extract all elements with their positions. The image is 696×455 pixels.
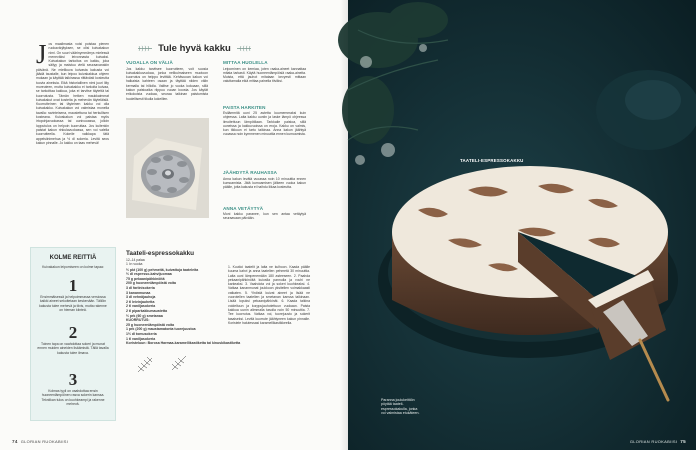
heading-paista: PAISTA HARKITEN bbox=[223, 104, 266, 110]
ingredient-item: 200 g huoneenlämpöistä voita bbox=[126, 281, 176, 286]
tips-box-title: KOLME REITTIÄ bbox=[49, 255, 97, 261]
gutter-shadow bbox=[340, 0, 348, 450]
page-title: Tule hyvä kakku bbox=[158, 42, 231, 54]
tips-list-item bbox=[37, 372, 109, 415]
ingredient-item: 2 tl vaniljasokeria bbox=[126, 304, 156, 309]
tip-text: Ensimmäisessä ja helpoimmassa versiossa kaikki aineet sekoitetaan keskenään. Tällöin kakusta tulee mehevä ja tiivis, mutta rakenne on hieman kiinteä. bbox=[39, 295, 107, 312]
tip-number: 3 bbox=[68, 370, 78, 389]
recipe-yield: 12–14 palaa bbox=[126, 258, 145, 262]
pine-branches-icon bbox=[134, 352, 194, 374]
heading-vuoalla: VUOALLA ON VÄLIÄ bbox=[126, 60, 173, 65]
ingredient-list bbox=[126, 267, 241, 346]
heading-jaahdyta: JÄÄHDYTÄ RAUHASSA bbox=[223, 170, 278, 175]
ingredient-item: 3 dl fariinisokeria bbox=[126, 285, 155, 290]
pine-sprig-icon bbox=[236, 45, 252, 52]
photo-label: TAATELI-ESPRESSOKAKKU bbox=[460, 158, 524, 163]
title-row bbox=[112, 42, 277, 54]
ingredient-item: 2 tl leivinjauhetta bbox=[126, 299, 155, 304]
ingredient-item: 1 tl vaniljasokeria bbox=[126, 336, 156, 341]
page-number-right: 75 bbox=[680, 439, 686, 444]
text-mittaa: Leipominen on kemiaa, joten raaka-aineet kannattaa mitata tarkasti. Käytä huoneenlämpöisiä raaka-aineita. Muista, että jauhot mitataan kevyesti mittaan valuttamalla eikä mittaa painella tiiviiksi. bbox=[223, 66, 306, 84]
ingredient-item: Koristeluun: Borosa Harmaa-karamellikastiketta tai kinuskikastiketta bbox=[126, 341, 241, 346]
recipe-mold: 1 l:n vuoka bbox=[126, 262, 143, 267]
tip-text: Toinen tapa on vaahdottaa sokeri ja munat ennen muiden aineiden lisäämistä. Tällä tavalla kakusta tulee ilmava. bbox=[37, 342, 109, 355]
ingredient-item: 1½ dl tomusokeria bbox=[126, 331, 157, 336]
intro-column bbox=[36, 39, 109, 234]
text-jaahdyta: Anna kakun levätä vuoassa noin 10 minuuttia ennen kumoamista. Jätä kumoamisen jälkeen vuoka kakun päälle, jotta kakusta ei haihdu liikaa kosteutta. bbox=[223, 176, 306, 190]
left-folio bbox=[12, 439, 68, 444]
tip-number: 1 bbox=[68, 276, 78, 295]
dropcap-letter: J bbox=[36, 39, 47, 69]
section-name-right: GLORIAN RUOKABIISI bbox=[629, 439, 678, 444]
tips-list bbox=[37, 278, 109, 415]
ingredient-item: 75 g pekaanipähkinöitä bbox=[126, 276, 165, 281]
tips-list-item bbox=[37, 325, 109, 368]
text-anna: Moni kakku paranee, kun sen antaa vetäytyä seuraavaan päivään. bbox=[223, 212, 306, 221]
recipe-title: Taateli-espressokakku bbox=[126, 250, 195, 257]
recipe-ingredients-column bbox=[126, 250, 241, 379]
left-page bbox=[0, 0, 348, 450]
recipe-steps: 1. Kuutioi taatelit ja laita ne kulhoon. Kaada päälle kuuma kahvi ja anna taatelien pehmetä 30 minuuttia. Laita uuni lämpenemään 180 asteeseen. 2. Paahda pekaanipähkinöitä kuivalla pannulla ja rouhi ne karkeaksi. 3. Vaahdota voi ja sokeri kuohkeaksi. 4. Vatkaa kananmunat joukkoon yksitellen voimakkaasti vatkaten. 5. Yhdistä kuivat aineet ja lisää ne vuorotellen taatelien ja smetanan kanssa taikinaan. Lisää lopuksi pekaanipähkinät. 6. Kaada taikina voideltuun ja korppujauhotettuun vuokaan. Paista kakkua uunin alimmalla tasolla noin 50 minuuttia. 7. Tee kuorrutus. Vatkaa voi, tuorejuusto ja sokerit tasaiseksi. Levitä kuorrute jäähtyneen kakun pinnalle. Koristele halutessasi karamellikastikkeella. bbox=[228, 265, 310, 325]
text-vuoalla: Jos kakku tarvitsee kuorrutteen, voit suosia kuivakakkuvuokaa, jonka nelikulmaiseen muotoon kuorrutus on helppo levittää. Kehävuoan kakun voi halkaista kahteen osaan ja täyttää niiden välin kermalla tai hillolla. Valitse jo vuoka kokoaan, sillä kakun paistoaika riippuu vuoan koosta. Jos käytät erikokoista vuokaa, seuraa taikinan paistumista huolellisesti tikulla kokeillen. bbox=[126, 66, 208, 101]
ingredient-item: ½ prk (60 g) smetanaa bbox=[126, 313, 163, 318]
right-folio bbox=[630, 439, 686, 444]
cake-mold-photo bbox=[126, 118, 209, 218]
text-paista: Esilämmitä uuni 25 astetta kuumemmaksi kuin ohjeessa. Laita kakku uuniin ja laske lämpö ohjeessa ilmoitettuun lämpötilaan. Tarkkaile paistoa, sillä uuneissa ja kakkuvuoissa on eroja. Kakku on valmis, kun tikkuun ei tartu taikinaa. Anna kakun jäähtyä vuoassa noin kymmenen minuuttia ennen kumoamista. bbox=[223, 111, 306, 137]
frosted-cake-photo bbox=[348, 0, 696, 450]
bundt-mold-illustration bbox=[126, 118, 209, 218]
ingredient-item: 2 tl piparkakkumaustetta bbox=[126, 308, 168, 313]
tip-number: 2 bbox=[68, 323, 78, 342]
section-name-left: GLORIAN RUOKABIISI bbox=[20, 439, 69, 444]
ingredient-item: KUORRUTUS: bbox=[126, 318, 150, 323]
heading-anna: ANNA VETÄYTYÄ bbox=[223, 205, 264, 211]
intro-text: os maailmasta voisi poistaa pienen ruokavärjäyksen, se olisi kuivakakun nimi. On suuri väärinymmärrys mielessä meneväksi leivonnasta kuivaksi. Kuivakakun tarkoitus on kakku, joka säilyy ja maistuu vielä seuraavanakin päivänä. Ne mielikuva kuivasta kakusta voi jäädä taustalle, kun leipoo kuivakakkua ohjeen mukaan ja käyttää taikinassa riittävästi kosteutta tuovia aineksia. Eikä historiallinen nimi juuri liity mureuteen, mutta kuivakakku ei tarkoita kuivaa, se tarkoittaa kakkua, joka ei tarvitse täytettä tai kuorrutusta. Tämän hetken maukkaimmat kuivakakut ovat kosteita ja mehevän täyteläisiä. Kuorrutteinen tai täyteinen kakku voi olla kuivakakku. Kuivakakun voi valmistaa monella tavalla: ravinteisena, maustettuna tai herkullisen kosteana. Kuivakakun voi paistaa myös irtopohjavuokassa tai uunivuoassa, jolloin lopputulos on helpoin kuorruttaa. Jos kuitenkin paistat kakun rinkulavuokassa, sen voi valella kuorrutteella. Kokeile vaikkapa tätä appelsiinimehua ja ½ dl sokeria. Levitä seos kakun pinnalle. Jo kakku on taas mehevä! bbox=[36, 42, 109, 145]
ingredient-item: ½ dl espresso-kahvijuomaa bbox=[126, 272, 172, 277]
pine-sprig-icon bbox=[137, 45, 153, 52]
tips-box bbox=[30, 247, 116, 421]
tip-text: Kolmas tyyli on vaahdottaa ensin huoneenlämpöinen rasva sokerin kanssa. Tekniikan tulos on kuohkeampi ja rakenne mehevä. bbox=[41, 389, 105, 406]
ingredient-item: 3 kananmunaa bbox=[126, 290, 151, 295]
tips-column-b bbox=[223, 60, 306, 222]
ingredient-item: 3 dl vehnäjauhoja bbox=[126, 295, 156, 300]
recipe-steps-column bbox=[228, 265, 310, 423]
page-number-left: 74 bbox=[12, 439, 18, 444]
ingredient-item: ½ pkt (100 g) pehmeitä, kuivattuja taateleita bbox=[126, 267, 199, 272]
ingredient-item: 1 prk (200 g) maustamatonta tuorejuustoa bbox=[126, 327, 196, 332]
heading-mittaa: MITTAA HUOLELLA bbox=[223, 60, 268, 65]
photo-caption: Paranna joulukeittiön pöytää taateli-espressokakulla, jonka voi valmistaa etukäteen. bbox=[381, 398, 420, 416]
tips-list-item bbox=[37, 278, 109, 321]
tips-column-a bbox=[126, 60, 208, 119]
right-page bbox=[348, 0, 696, 450]
tips-box-subtitle: Kuivakakun leipomiseen on kolme tapaa: bbox=[42, 265, 104, 269]
ingredient-item: 25 g huoneenlämpöistä voita bbox=[126, 322, 175, 327]
